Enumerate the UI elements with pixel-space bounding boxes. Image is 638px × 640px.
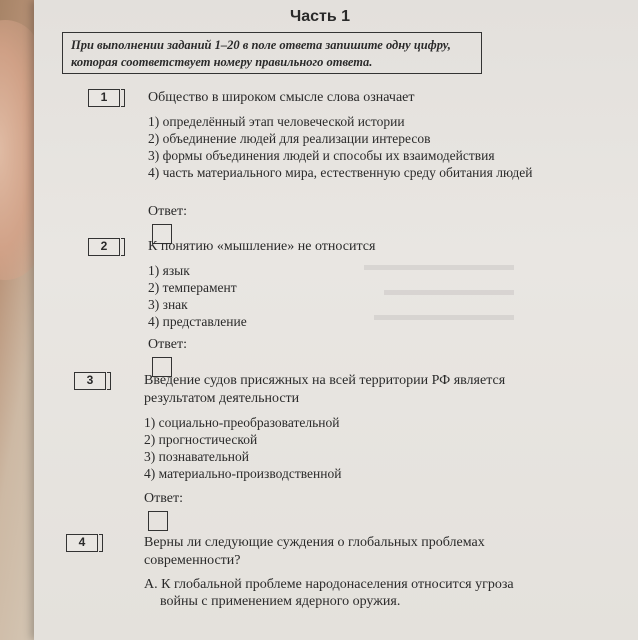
part-title: Часть 1 — [289, 8, 351, 25]
answer-box[interactable] — [148, 511, 168, 531]
question-text: Верны ли следующие суждения о глобальных проблемах современности? — [144, 535, 485, 568]
option: 3) формы объединения людей и способы их взаимодействия — [148, 148, 495, 163]
options-list — [148, 262, 538, 330]
options-list — [144, 576, 544, 610]
instruction-box: При выполнении заданий 1–20 в поле ответа запишите одну цифру, которая соответствует номеру правильного ответа. — [62, 32, 482, 74]
option: 4) представление — [148, 314, 247, 329]
exam-sheet — [34, 0, 638, 640]
option: 4) часть материального мира, естественную среду обитания людей — [148, 165, 533, 180]
question-number: 4 — [66, 534, 98, 552]
option: 3) познавательной — [144, 449, 249, 464]
option: 1) язык — [148, 263, 190, 278]
option: 1) социально-преобразовательной — [144, 415, 340, 430]
options-list — [148, 113, 538, 181]
question-number: 1 — [88, 89, 120, 107]
option: 2) объединение людей для реализации интересов — [148, 131, 431, 146]
option: 3) знак — [148, 297, 188, 312]
option: А. К глобальной проблеме народонаселения относится угроза войны с применением ядерного оружия. — [144, 577, 514, 609]
option: 2) прогностической — [144, 432, 258, 447]
question-text: К понятию «мышление» не относится — [148, 239, 376, 254]
question-number: 3 — [74, 372, 106, 390]
options-list — [144, 414, 534, 482]
option: 2) темперамент — [148, 280, 237, 295]
question-number: 2 — [88, 238, 120, 256]
question-text: Введение судов присяжных на всей территории РФ является результатом деятельности — [144, 373, 506, 406]
option: 4) материально-производственной — [144, 466, 342, 481]
answer-label: Ответ: — [148, 204, 187, 219]
answer-row — [144, 488, 183, 532]
question-text: Общество в широком смысле слова означает — [148, 90, 415, 105]
answer-label: Ответ: — [144, 491, 183, 506]
option: 1) определённый этап человеческой истории — [148, 114, 405, 129]
answer-label: Ответ: — [148, 337, 187, 352]
